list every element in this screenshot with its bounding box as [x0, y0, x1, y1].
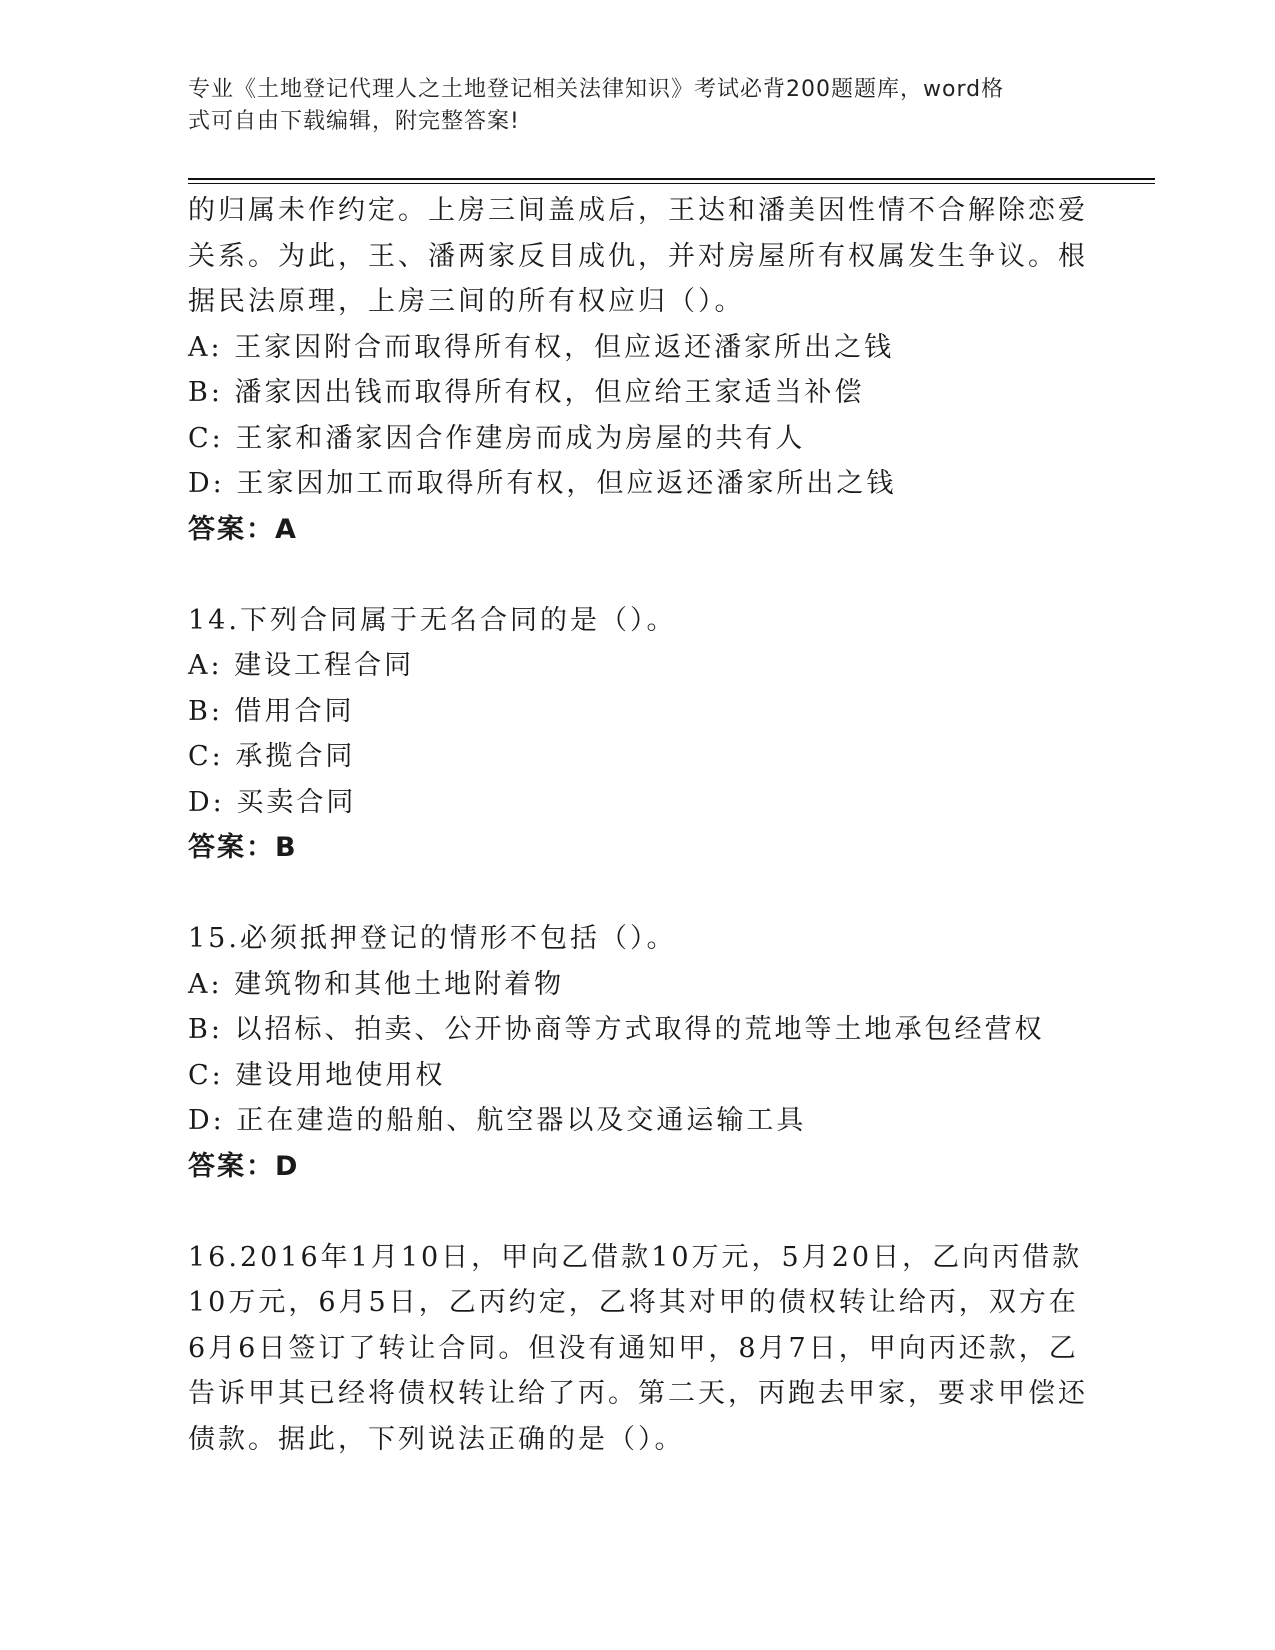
question-stem-line: 16.2016年1月10日，甲向乙借款10万元，5月20日，乙向丙借款 [188, 1241, 1083, 1273]
option-a: A: 建设工程合同 [188, 650, 415, 681]
option-d: D: 买卖合同 [188, 786, 357, 818]
header-line-1: 专业《土地登记代理人之土地登记相关法律知识》考试必背200题题库，word格 [188, 77, 1005, 102]
question-stem-line: 据民法原理，上房三间的所有权应归（）。 [188, 286, 745, 317]
question-stem-line: 10万元，6月5日，乙丙约定，乙将其对甲的债权转让给丙，双方在 [188, 1287, 1079, 1318]
header-divider-thin [188, 183, 1155, 184]
question-stem: 14.下列合同属于无名合同的是（）。 [188, 604, 677, 636]
document-body [188, 188, 1088, 1462]
answer-label: 答案：D [188, 1150, 300, 1182]
question-stem-line: 债款。据此，下列说法正确的是（）。 [188, 1423, 685, 1455]
answer-label: 答案：A [188, 513, 298, 545]
spacer [188, 552, 1088, 598]
question-stem-line: 的归属未作约定。上房三间盖成后，王达和潘美因性情不合解除恋爱 [188, 195, 1088, 226]
option-d: D: 正在建造的船舶、航空器以及交通运输工具 [188, 1105, 807, 1136]
option-a: A: 建筑物和其他土地附着物 [188, 968, 565, 1000]
header-divider-thick [188, 178, 1155, 180]
option-a: A: 王家因附合而取得所有权，但应返还潘家所出之钱 [188, 331, 895, 363]
option-d: D: 王家因加工而取得所有权，但应返还潘家所出之钱 [188, 468, 897, 499]
option-b: B: 以招标、拍卖、公开协商等方式取得的荒地等土地承包经营权 [188, 1014, 1045, 1045]
question-14 [188, 598, 1088, 871]
question-stem: 15.必须抵押登记的情形不包括（）。 [188, 923, 677, 954]
question-15 [188, 916, 1088, 1189]
spacer [188, 871, 1088, 917]
option-b: B: 潘家因出钱而取得所有权，但应给王家适当补偿 [188, 377, 865, 408]
question-stem-line: 6月6日签订了转让合同。但没有通知甲，8月7日，甲向丙还款，乙 [188, 1332, 1079, 1364]
header-line-2: 式可自由下载编辑，附完整答案! [188, 109, 520, 134]
question-stem-line: 告诉甲其已经将债权转让给了丙。第二天，丙跑去甲家，要求甲偿还 [188, 1378, 1088, 1409]
question-stem-line: 关系。为此，王、潘两家反目成仇，并对房屋所有权属发生争议。根 [188, 240, 1088, 272]
option-c: C: 王家和潘家因合作建房而成为房屋的共有人 [188, 422, 806, 454]
answer-label: 答案：B [188, 832, 298, 863]
option-c: C: 承揽合同 [188, 741, 356, 772]
question-13 [188, 188, 1088, 552]
option-c: C: 建设用地使用权 [188, 1059, 446, 1091]
document-header [188, 74, 1068, 138]
question-16 [188, 1235, 1088, 1463]
spacer [188, 1189, 1088, 1235]
option-b: B: 借用合同 [188, 695, 355, 727]
